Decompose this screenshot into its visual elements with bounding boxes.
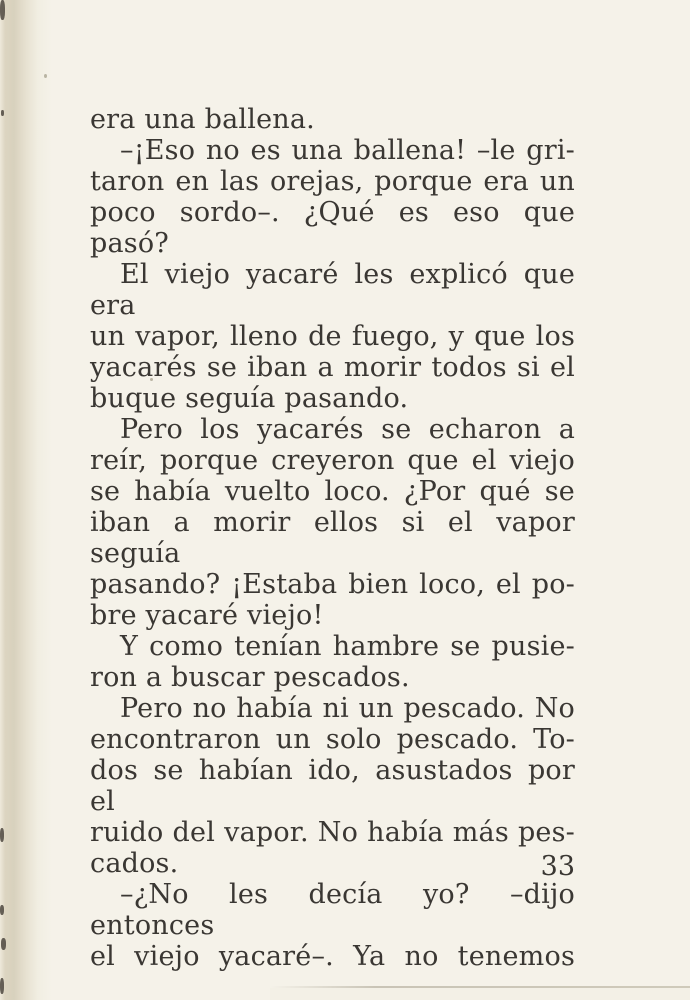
text-line: pasando? ¡Estaba bien loco, el po- — [90, 569, 575, 600]
text-line: iban a morir ellos si el vapor seguía — [90, 507, 575, 569]
text-line: poco sordo–. ¿Qué es eso que pasó? — [90, 197, 575, 259]
text-line: –¿No les decía yo? –dijo entonces — [90, 879, 575, 941]
text-line: bre yacaré viejo! — [90, 600, 324, 631]
paper-speck — [44, 74, 47, 78]
text-line: ron a buscar pescados. — [90, 662, 410, 693]
text-line: ruido del vapor. No había más pes- — [90, 817, 575, 848]
text-line: reír, porque creyeron que el viejo — [90, 445, 575, 476]
text-line: un vapor, lleno de fuego, y que los — [90, 321, 575, 352]
scan-edge-mark — [0, 978, 4, 994]
text-line: Y como tenían hambre se pusie- — [120, 631, 575, 662]
text-line: taron en las orejas, porque era un — [90, 166, 575, 197]
scan-edge-mark — [0, 0, 5, 20]
text-line: el viejo yacaré–. Ya no tenemos — [90, 941, 575, 972]
scan-edge-mark — [0, 905, 4, 915]
page-number: 33 — [540, 851, 575, 882]
text-line: –¡Eso no es una ballena! –le gri- — [120, 135, 575, 166]
text-block — [90, 104, 575, 972]
text-line: dos se habían ido, asustados por el — [90, 755, 575, 817]
page-bottom-tint — [270, 988, 690, 1000]
text-line: cados. — [90, 848, 179, 879]
text-line: encontraron un solo pescado. To- — [90, 724, 575, 755]
text-line: buque seguía pasando. — [90, 383, 409, 414]
scan-edge-mark — [1, 110, 4, 116]
text-line: era una ballena. — [90, 104, 315, 135]
text-line: El viejo yacaré les explicó que era — [90, 259, 575, 321]
scan-edge-mark — [1, 938, 6, 950]
text-line: yacarés se iban a morir todos si el — [90, 352, 575, 383]
scan-edge-mark — [0, 828, 4, 842]
page-gutter-shadow — [0, 0, 52, 1000]
text-line: Pero los yacarés se echaron a — [120, 414, 575, 445]
text-line: se había vuelto loco. ¿Por qué se — [90, 476, 575, 507]
text-line: Pero no había ni un pescado. No — [120, 693, 575, 724]
